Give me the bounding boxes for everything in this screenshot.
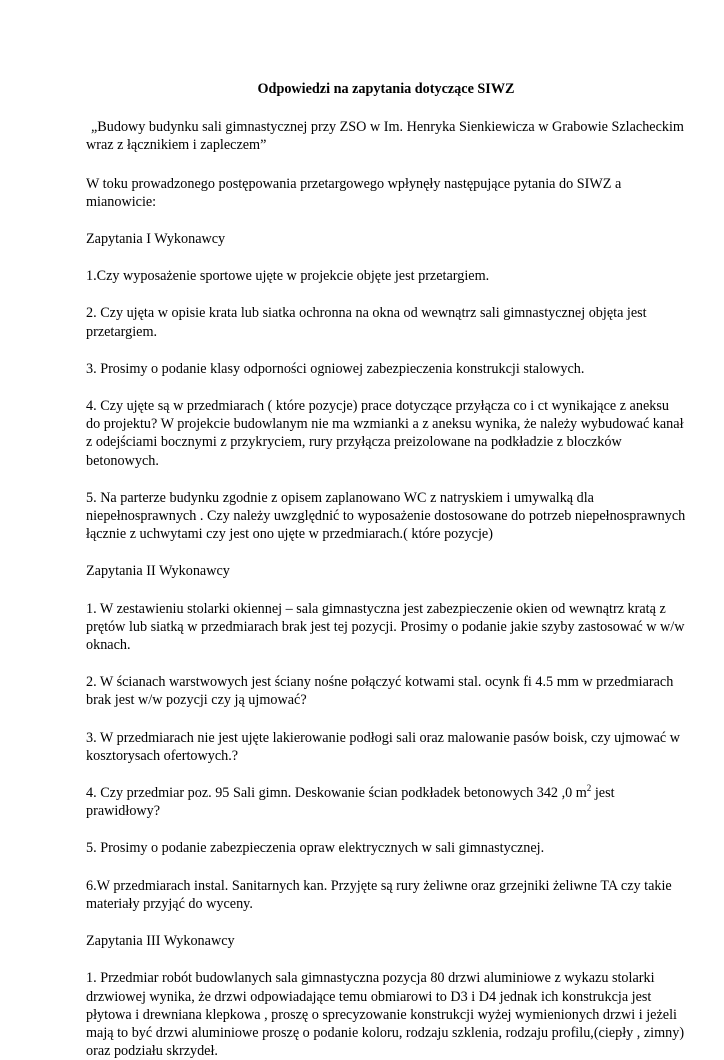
section-contractor-1 bbox=[86, 230, 686, 543]
section-heading: Zapytania I Wykonawcy bbox=[86, 231, 226, 248]
section-heading: Zapytania II Wykonawcy bbox=[86, 563, 230, 580]
question-item: 3. W przedmiarach nie jest ujęte lakierowanie podłogi sali oraz malowanie pasów boisk, czy ujmować w kosztorysach ofertowych.? bbox=[86, 729, 680, 764]
section-contractor-2 bbox=[86, 562, 686, 913]
superscript-unit: 2 bbox=[586, 783, 592, 794]
question-item: 1.Czy wyposażenie sportowe ujęte w projekcie objęte jest przetargiem. bbox=[86, 268, 490, 285]
tender-subject bbox=[86, 118, 686, 154]
question-item: 2. Czy ujęta w opisie krata lub siatka ochronna na okna od wewnątrz sali gimnastycznej objęta jest przetargiem. bbox=[86, 305, 647, 340]
question-item: 3. Prosimy o podanie klasy odporności ogniowej zabezpieczenia konstrukcji stalowych. bbox=[86, 360, 585, 377]
question-item: 1. Przedmiar robót budowlanych sala gimnastyczna pozycja 80 drzwi aluminiowe z wykazu stolarki drzwiowej wynika, że drzwi odpowiadające temu obmiarowi to D3 i D4 jednak ich konstrukcja jest płytowa i drewniana klepkowa , proszę o sprecyzowanie konstrukcji wyżej wymienionych drzwi i jeżeli mają to być drzwi aluminiowe proszę o podanie koloru, rodzaju szklenia, rodzaju profilu,(ciepły , zimny) oraz podziału skrzydeł. bbox=[86, 970, 685, 1060]
document-title: Odpowiedzi na zapytania dotyczące SIWZ bbox=[257, 81, 515, 97]
question-text: 4. Czy przedmiar poz. 95 Sali gimn. Deskowanie ścian podkładek betonowych 342 ,0 m bbox=[86, 785, 587, 802]
section-heading: Zapytania III Wykonawcy bbox=[86, 933, 235, 950]
document-page bbox=[86, 80, 686, 1060]
question-item: 4. Czy ujęte są w przedmiarach ( które pozycje) prace dotyczące przyłącza co i ct wynikające z aneksu do projektu? W projekcie budowlanym nie ma wzmianki a z aneksu wynika, że należy wybudować kanał z odejściami bocznymi z przykryciem, rury przyłącza preizolowane na podkładzie z bloczków betonowych. bbox=[86, 398, 684, 469]
question-text: jest prawidłowy? bbox=[86, 785, 615, 820]
tender-subject-text: „Budowy budynku sali gimnastycznej przy ZSO w Im. Henryka Sienkiewicza w Grabowie Szlacheckim wraz z łącznikiem i zapleczem” bbox=[86, 119, 684, 154]
question-item: 1. W zestawieniu stolarki okiennej – sala gimnastyczna jest zabezpieczenie okien od wewnątrz kratą z prętów lub siatką w przedmiarach brak jest tej pozycji. Prosimy o podanie jakie szyby zastosować w w/w oknach. bbox=[86, 600, 685, 654]
question-item: 2. W ścianach warstwowych jest ściany nośne połączyć kotwami stal. ocynk fi 4.5 mm w przedmiarach brak jest w/w pozycji czy ją ujmować? bbox=[86, 674, 674, 709]
question-item-4 bbox=[86, 784, 686, 820]
question-item: 6.W przedmiarach instal. Sanitarnych kan. Przyjęte są rury żeliwne oraz grzejniki żeliwne TA czy takie materiały przyjąć do wyceny. bbox=[86, 877, 672, 912]
intro-paragraph: W toku prowadzonego postępowania przetargowego wpłynęły następujące pytania do SIWZ a mianowicie: bbox=[86, 175, 622, 210]
question-item: 5. Na parterze budynku zgodnie z opisem zaplanowano WC z natryskiem i umywalką dla niepełnosprawnych . Czy należy uwzględnić to wyposażenie dostosowane do potrzeb niepełnosprawnych łącznie z uchwytami czy jest ono ujęte w przedmiarach.( które pozycje) bbox=[86, 489, 686, 543]
question-item: 5. Prosimy o podanie zabezpieczenia opraw elektrycznych w sali gimnastycznej. bbox=[86, 840, 545, 857]
section-contractor-3 bbox=[86, 932, 686, 1060]
